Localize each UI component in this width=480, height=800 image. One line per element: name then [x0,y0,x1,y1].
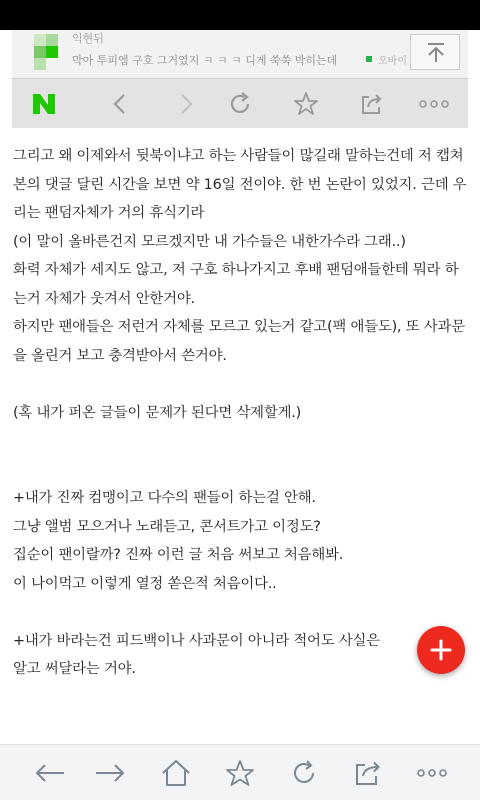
article-paragraph: 하지만 팬애들은 저런거 자체를 모르고 있는거 같고(팩 애들도), 또 사과문을 올린거 보고 충격받아서 쓴거야. [13,319,465,364]
embedded-profile-icon [34,34,60,68]
back-arrow-icon [34,762,66,784]
embedded-post-text: 막아 투피엠 구호 그거였지 ㅋ ㅋ ㅋ 디게 쑥쑥 박히는데 [72,54,338,67]
embedded-browser-toolbar [12,78,468,128]
share-button[interactable] [350,755,386,791]
forward-arrow-icon [168,87,204,121]
embedded-source-label: 오바이 [378,56,407,67]
embedded-user-name: 익현뒤 [72,32,104,45]
naver-logo-icon [26,87,62,121]
article-paragraph: +내가 바라는건 피드백이나 사과문이 아니라 적어도 사실은 [13,632,380,649]
forward-button[interactable] [92,755,128,791]
bookmark-button[interactable] [222,755,258,791]
refresh-icon [290,759,318,787]
star-icon [288,87,324,121]
home-icon [161,759,191,787]
article-paragraph: 그리고 왜 이제와서 뒷북이냐고 하는 사람들이 많길래 말하는건데 저 캡쳐본의 댓글 달린 시간을 보면 약 16일 전이야. 한 번 논란이 있었지. 근데 우리는 팬덤자체가 거의 휴식기라 [13,148,467,221]
share-icon [354,87,390,121]
embedded-source-dot [366,56,372,62]
refresh-icon [222,87,258,121]
article-paragraph: +내가 진짜 컴맹이고 다수의 팬들이 하는걸 안해. [13,490,316,506]
status-bar [0,0,480,30]
back-button[interactable] [32,755,68,791]
share-icon [354,759,382,787]
refresh-button[interactable] [286,755,322,791]
article-paragraph: 알고 써달라는 거야. [13,661,136,677]
more-button[interactable] [414,755,450,791]
article-paragraph: 집순이 팬이랄까? 진짜 이런 글 처음 써보고 처음해봐. [13,547,344,563]
embedded-screenshot [12,30,468,128]
add-button[interactable] [417,626,465,674]
article-paragraph: (혹 내가 퍼온 글들이 문제가 된다면 삭제할게.) [13,404,302,421]
article-paragraph: (이 말이 올바른건지 모르겠지만 내 가수들은 내한가수라 그래..) [13,233,406,250]
plus-icon [430,639,452,661]
embedded-post-header [12,30,468,78]
home-button[interactable] [158,755,194,791]
forward-arrow-icon [94,762,126,784]
article-paragraph: 화력 자체가 세지도 않고, 저 구호 하나가지고 후배 팬덤애들한테 뭐라 하는거 자체가 웃겨서 안한거야. [13,262,459,307]
bottom-navigation-bar [0,744,480,800]
scroll-to-top-icon [410,34,460,70]
article-paragraph: 이 나이먹고 이렇게 열정 쏟은적 처음이다.. [13,575,277,592]
article-body [13,142,468,684]
more-icon [416,768,448,778]
article-paragraph: 그냥 앨범 모으거나 노래듣고, 콘서트가고 이정도? [13,518,321,535]
star-icon [225,759,255,787]
back-arrow-icon [102,87,138,121]
more-icon [416,87,452,121]
